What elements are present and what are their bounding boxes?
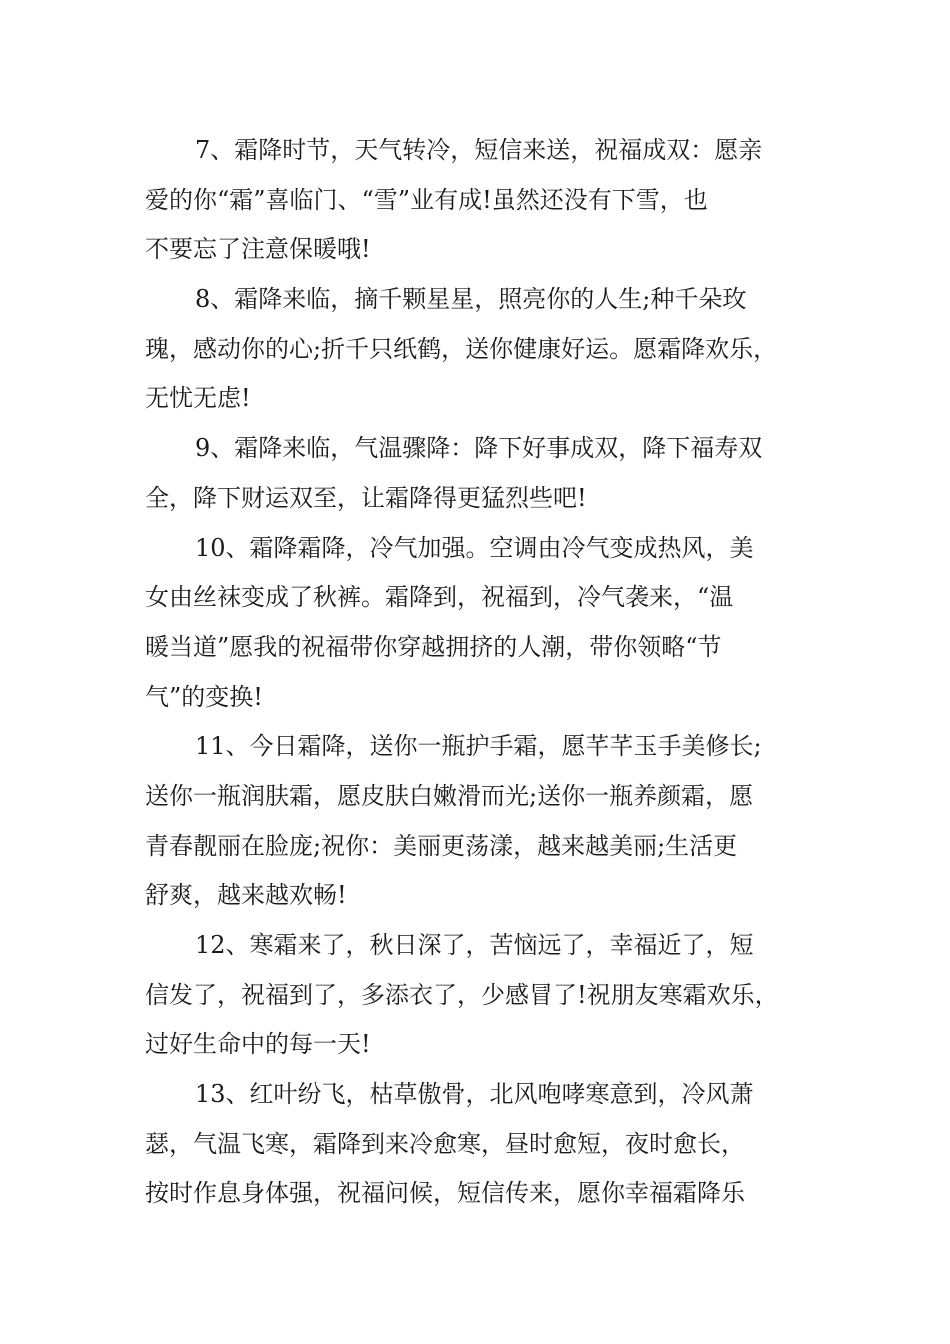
paragraph-13-line-2: 瑟，气温飞寒，霜降到来冷愈寒，昼时愈短，夜时愈长， bbox=[145, 1129, 745, 1158]
paragraph-7-line-1: 7、霜降时节，天气转冷，短信来送，祝福成双：愿亲 bbox=[195, 136, 763, 164]
paragraph-10-line-1: 10、霜降霜降，冷气加强。空调由冷气变成热风，美 bbox=[195, 533, 754, 562]
paragraph-9-line-1: 9、霜降来临，气温骤降：降下好事成双，降下福寿双 bbox=[195, 434, 763, 463]
paragraph-7-line-2: 爱的你“霜”喜临门、“雪”业有成!虽然还没有下雪，也 bbox=[145, 185, 708, 214]
paragraph-10-line-4: 气”的变换! bbox=[145, 682, 263, 711]
paragraph-11-line-2: 送你一瓶润肤霜，愿皮肤白嫩滑而光;送你一瓶养颜霜，愿 bbox=[145, 781, 754, 810]
paragraph-11-line-4: 舒爽，越来越欢畅! bbox=[145, 881, 347, 910]
paragraph-8-line-2: 瑰，感动你的心;折千只纸鹤，送你健康好运。愿霜降欢乐， bbox=[145, 334, 778, 363]
paragraph-9-line-2: 全，降下财运双至，让霜降得更猛烈些吧! bbox=[145, 483, 587, 512]
paragraph-8-line-1: 8、霜降来临，摘千颗星星，照亮你的人生;种千朵玫 bbox=[195, 285, 747, 314]
paragraph-10-line-2: 女由丝袜变成了秋裤。霜降到，祝福到，冷气袭来，“温 bbox=[145, 583, 734, 612]
paragraph-12-line-2: 信发了，祝福到了，多添衣了，少感冒了!祝朋友寒霜欢乐， bbox=[145, 980, 779, 1009]
paragraph-8-line-3: 无忧无虑! bbox=[145, 384, 251, 413]
paragraph-13-line-3: 按时作息身体强，祝福问候，短信传来，愿你幸福霜降乐 bbox=[145, 1179, 745, 1208]
paragraph-10-line-3: 暖当道”愿我的祝福带你穿越拥挤的人潮，带你领略“节 bbox=[145, 632, 722, 661]
paragraph-11-line-3: 青春靓丽在脸庞;祝你：美丽更荡漾，越来越美丽;生活更 bbox=[145, 831, 738, 860]
paragraph-12-line-1: 12、寒霜来了，秋日深了，苦恼远了，幸福近了，短 bbox=[195, 931, 754, 959]
paragraph-7-line-3: 不要忘了注意保暖哦! bbox=[145, 235, 371, 264]
paragraph-13-line-1: 13、红叶纷飞，枯草傲骨，北风咆哮寒意到，冷风萧 bbox=[195, 1080, 754, 1109]
paragraph-11-line-1: 11、今日霜降，送你一瓶护手霜，愿芊芊玉手美修长; bbox=[195, 732, 762, 761]
paragraph-12-line-3: 过好生命中的每一天! bbox=[145, 1030, 371, 1059]
document-body bbox=[145, 126, 813, 1219]
